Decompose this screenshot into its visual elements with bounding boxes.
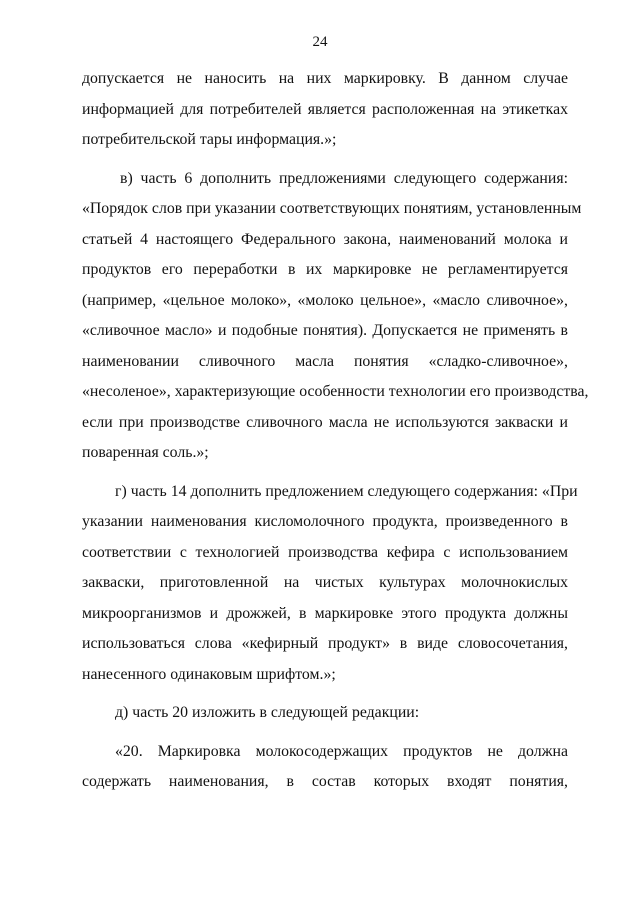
text-line: указании наименования кисломолочного продукта, произведенного в [82, 513, 568, 530]
text-line: потребительской тары информация.»; [82, 131, 337, 148]
paragraph-item-v [82, 164, 589, 469]
paragraph-intro [82, 64, 568, 156]
paragraph-item-d [82, 698, 568, 729]
document-body [82, 64, 589, 798]
text-line: г) часть 14 дополнить предложением следующего содержания: «При [115, 482, 578, 500]
text-line: микроорганизмов и дрожжей, в маркировке этого продукта должны [82, 604, 568, 622]
text-line: закваски, приготовленной на чистых культурах молочнокислых [82, 574, 568, 591]
text-line: (например, «цельное молоко», «молоко цельное», «масло сливочное», [82, 291, 568, 309]
paragraph-item-20 [82, 737, 568, 798]
text-line: наименовании сливочного масла понятия «сладко-сливочное», [82, 352, 568, 370]
text-line: содержать наименования, в состав которых входят понятия, [82, 773, 568, 790]
text-line: статьей 4 настоящего Федерального закона, наименований молока и [82, 230, 568, 248]
text-line: «несоленое», характеризующие особенности технологии его производства, [82, 383, 589, 400]
text-line: продуктов его переработки в их маркировке не регламентируется [82, 261, 568, 278]
text-line: в) часть 6 дополнить предложениями следующего содержания: [120, 169, 568, 187]
text-line: поваренная соль.»; [82, 444, 209, 461]
text-line: использоваться слова «кефирный продукт» в виде словосочетания, [82, 635, 568, 652]
text-line: если при производстве сливочного масла не используются закваски и [82, 413, 568, 431]
paragraph-item-g [82, 477, 578, 691]
text-line: д) часть 20 изложить в следующей редакции: [115, 704, 420, 721]
text-line: «сливочное масло» и подобные понятия). Допускается не применять в [82, 322, 568, 339]
text-line: соответствии с технологией производства кефира с использованием [82, 543, 568, 561]
page-number: 24 [312, 34, 328, 50]
text-line: «Порядок слов при указании соответствующих понятиям, установленным [82, 200, 582, 217]
text-line: «20. Маркировка молокосодержащих продуктов не должна [115, 742, 568, 760]
text-line: нанесенного одинаковым шрифтом.»; [82, 665, 336, 683]
text-line: допускается не наносить на них маркировку. В данном случае [82, 70, 568, 87]
text-line: информацией для потребителей является расположенная на этикетках [82, 100, 568, 118]
